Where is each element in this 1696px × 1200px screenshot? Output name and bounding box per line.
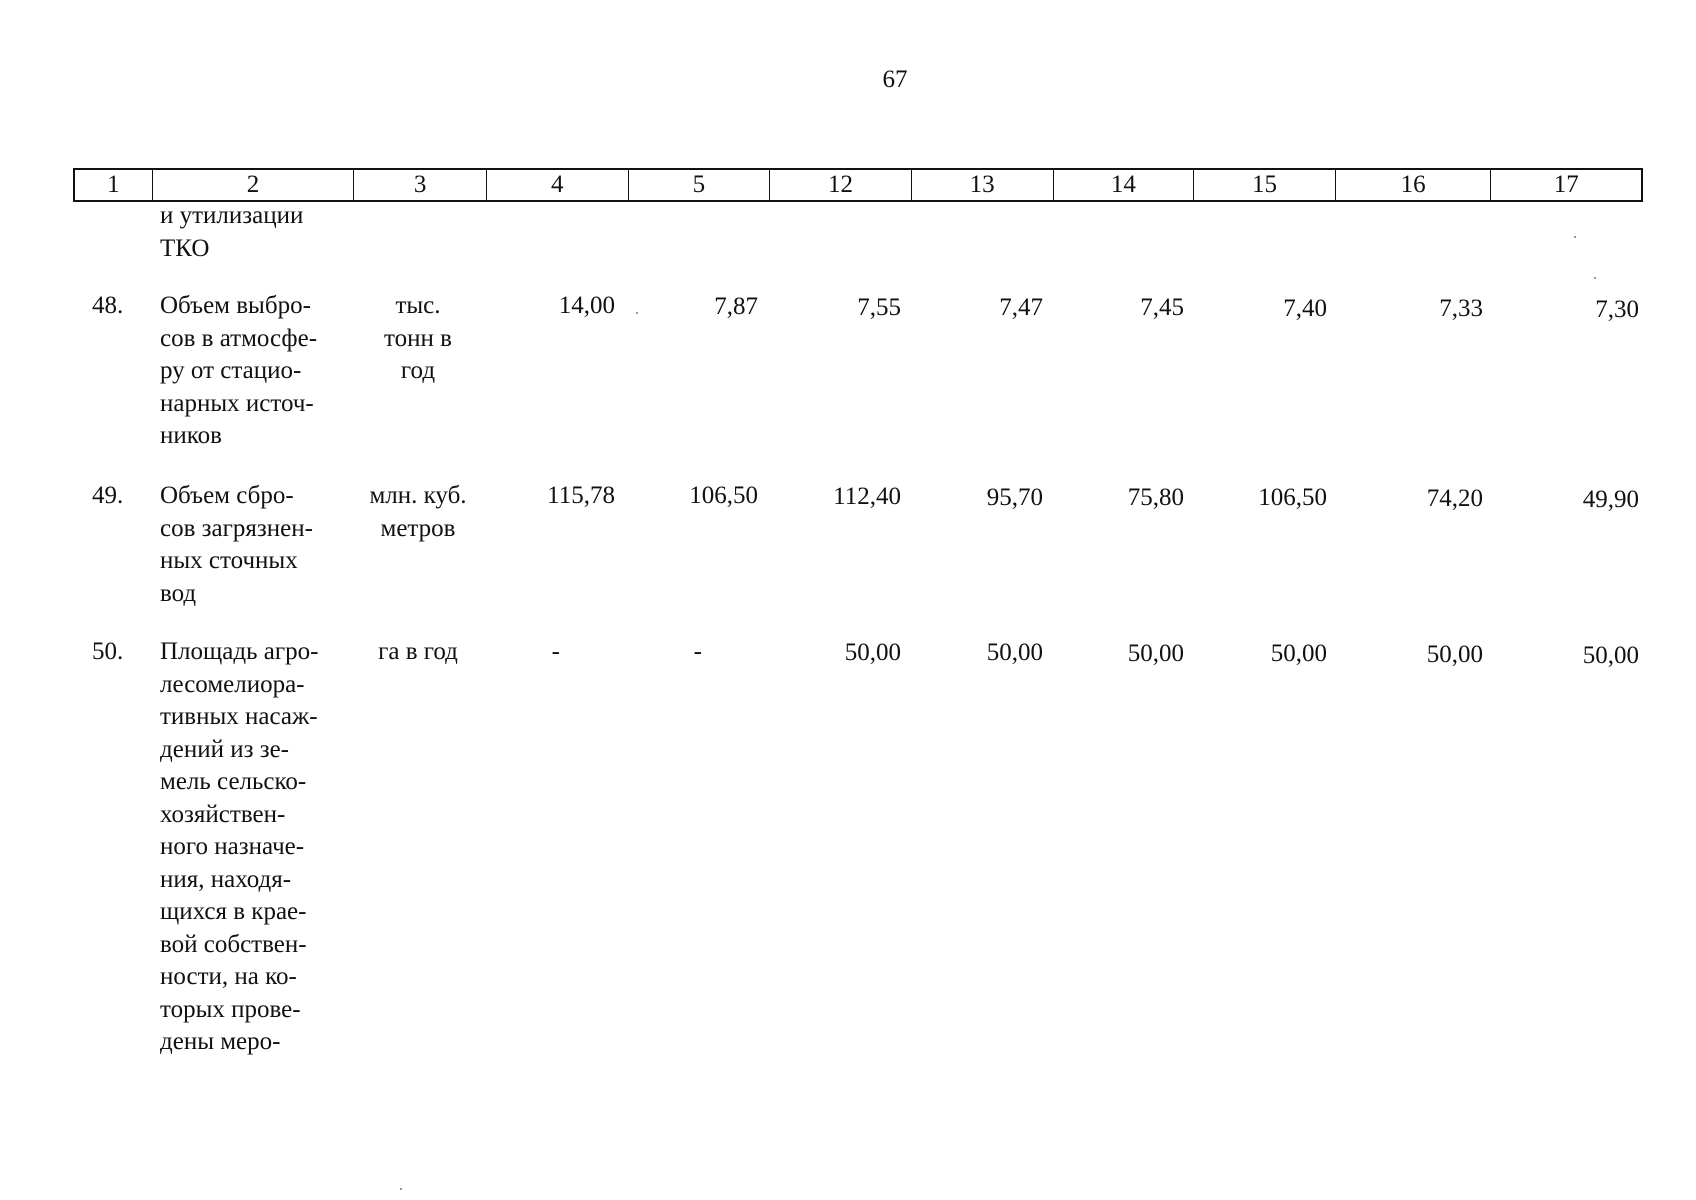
row-indicator-name: Объем сбро- сов загрязнен- ных сточных вод: [160, 482, 313, 607]
header-col-12: 12: [770, 170, 912, 200]
value-col-13: 95,70: [986, 484, 1043, 511]
value-col-17: 50,00: [1582, 642, 1639, 669]
row-unit: тыс. тонн в год: [384, 292, 452, 384]
value-col-5: 7,87: [714, 293, 758, 320]
header-col-17: 17: [1553, 171, 1579, 198]
header-col-5: 5: [629, 170, 771, 200]
value-col-14: 7,45: [1140, 294, 1184, 321]
value-col-14: 75,80: [1127, 484, 1184, 511]
row-indicator-name: Площадь агро- лесомелиора- тивных насаж- дений из зе- мель сельско- хозяйствен- ного назначе- ния, находя- щихся в крае- вой собствен- ности, на ко- торых прове- дены меро-: [160, 638, 319, 1055]
scan-speck: [1594, 277, 1596, 279]
value-col-16: 7,33: [1439, 295, 1483, 322]
continuation-row-name: и утилизации ТКО: [160, 202, 304, 262]
scan-speck: [1574, 236, 1576, 238]
header-col-15: 15: [1194, 170, 1336, 200]
value-col-12: 112,40: [833, 483, 901, 510]
scan-speck: [400, 1188, 402, 1190]
header-col-14: 14: [1054, 170, 1195, 200]
header-col-3: 3: [354, 170, 487, 200]
value-col-17: 7,30: [1595, 296, 1639, 323]
value-col-4: 115,78: [547, 482, 615, 509]
value-col-12: 50,00: [844, 639, 901, 666]
row-unit: млн. куб. метров: [369, 482, 467, 542]
value-col-13: 7,47: [999, 294, 1043, 321]
value-col-15: 50,00: [1270, 640, 1327, 667]
value-col-15: 7,40: [1283, 295, 1327, 322]
value-col-13: 50,00: [986, 639, 1043, 666]
value-col-5: 106,50: [689, 482, 758, 509]
page-number: 67: [882, 66, 908, 93]
value-col-14: 50,00: [1127, 640, 1184, 667]
header-col-16: 16: [1336, 170, 1492, 200]
scan-speck: [636, 312, 638, 314]
value-col-4: 14,00: [558, 292, 615, 319]
row-number: 50.: [92, 638, 124, 665]
row-number: 48.: [92, 292, 124, 319]
row-unit: га в год: [378, 638, 458, 665]
row-number: 49.: [92, 482, 124, 509]
row-indicator-name: Объем выбро- сов в атмосфе- ру от стацио- нарных источ- ников: [160, 292, 318, 449]
value-col-17: 49,90: [1582, 486, 1639, 513]
value-col-16: 50,00: [1426, 641, 1483, 668]
table-header-row: [73, 168, 1643, 202]
value-col-16: 74,20: [1426, 485, 1483, 512]
value-col-4: -: [551, 638, 560, 665]
header-col-2: 2: [153, 170, 354, 200]
header-col-13: 13: [912, 170, 1054, 200]
value-col-5: -: [693, 638, 702, 665]
value-col-12: 7,55: [857, 294, 901, 321]
header-col-4: 4: [487, 170, 629, 200]
header-col-1: 1: [75, 170, 153, 200]
value-col-15: 106,50: [1258, 484, 1327, 511]
